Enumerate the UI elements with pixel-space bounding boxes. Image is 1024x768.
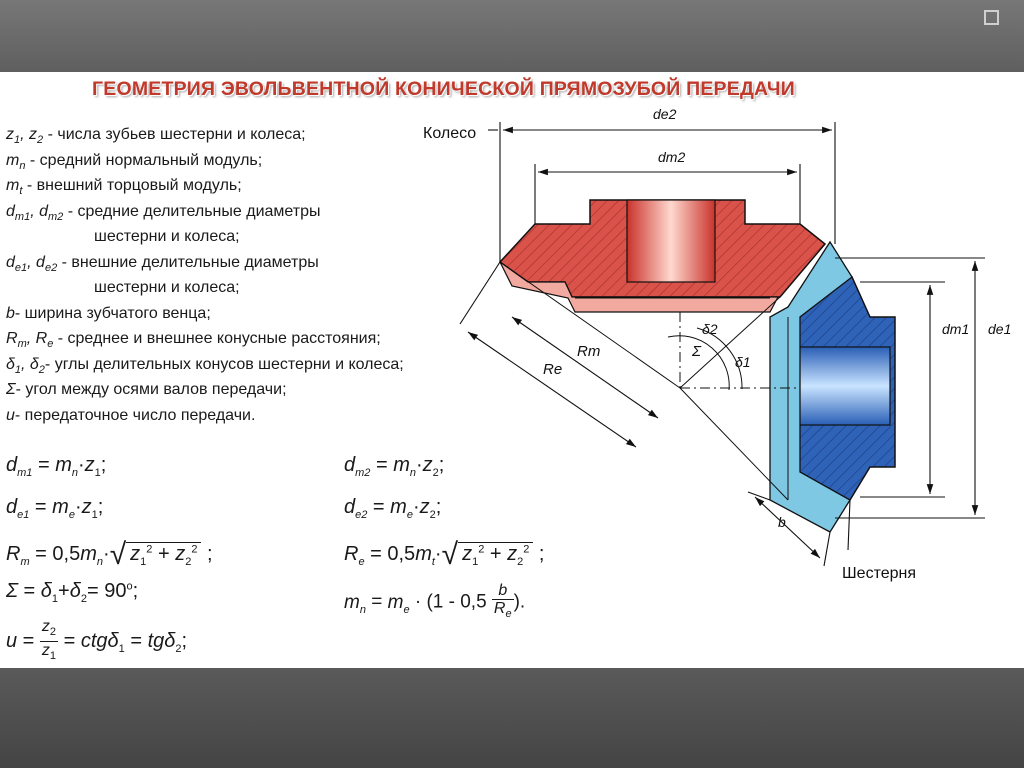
frame-bottom — [0, 668, 1024, 768]
def-r: $R_m$, $R_e$ - среднее и внешнее конусные расстояния; — [6, 330, 381, 351]
label-sigma: Σ — [692, 343, 701, 360]
formula-de1: $d_{e1} = m_e\cdot z_1$; — [6, 496, 104, 521]
label-de2: de2 — [653, 106, 677, 122]
def-b: b- ширина зубчатого венца; — [6, 304, 211, 322]
formula-u: $u = z_2$ $z_1 = ctg\delta_1 = tg\delta_2$; — [6, 618, 187, 665]
formula-dm2: $d_{m2} = m_n\cdot z_2$; — [344, 454, 445, 479]
formula-mn: $m_n = m_e \cdot (1 - 0,5 \frac{b}{R_e})$. — [344, 582, 525, 623]
def-de: $d_{e1}$, $d_{e2}$ - внешние делительные диаметры — [6, 253, 319, 274]
formula-rm: $R_m = 0,5m_n\cdot√$ $z_1^2 + z_2^2$ ; — [6, 538, 213, 571]
def-de-cont: шестерни и колеса; — [94, 279, 240, 296]
wheel-label: Колесо — [423, 125, 477, 142]
label-de1: de1 — [988, 321, 1012, 337]
def-dm-cont: шестерни и колеса; — [94, 228, 240, 245]
def-dm: $d_{m1}$, $d_{m2}$ - средние делительные диаметры — [6, 202, 321, 223]
def-delta: $\delta_1$, $\delta_2-$ углы делительных конусов шестерни и колеса; — [6, 355, 404, 376]
wheel-gear — [500, 200, 825, 312]
def-mt: $m_t$ - внешний торцовый модуль; — [6, 177, 242, 198]
def-mn: $m_n$ - средний нормальный модуль; — [6, 151, 263, 172]
label-dm1: dm1 — [942, 321, 970, 337]
formula-de2: $d_{e2} = m_e\cdot z_2$; — [344, 496, 442, 521]
label-b: b — [778, 514, 786, 530]
slide — [0, 72, 1024, 668]
pinion-label: Шестерня — [842, 565, 917, 582]
def-z: $z_1$, $z_2$ - числа зубьев шестерни и колеса; — [6, 126, 306, 147]
dimension-lines — [460, 122, 985, 566]
page-title: ГЕОМЕТРИЯ ЭВОЛЬВЕНТНОЙ КОНИЧЕСКОЙ ПРЯМОЗУБОЙ ПЕРЕДАЧИ — [92, 78, 795, 100]
label-re: Re — [543, 361, 563, 378]
label-dm2: dm2 — [658, 149, 686, 165]
bevel-gear-diagram — [0, 72, 1024, 668]
def-u: u- передаточное число передачи. — [6, 406, 256, 424]
formula-re: $R_e = 0,5m_t\cdot√$ $z_1^2 + z_2^2$ ; — [344, 538, 545, 571]
label-rm: Rm — [577, 343, 601, 360]
formula-sigma: $\Sigma = \delta_1+\delta_2= 90^o$; — [6, 580, 139, 605]
square-icon — [984, 10, 999, 25]
frame-top — [0, 0, 1024, 72]
label-delta1: δ1 — [735, 354, 751, 370]
label-delta2: δ2 — [702, 321, 718, 337]
formula-dm1: $d_{m1} = m_n\cdot z_1$; — [6, 454, 107, 479]
def-sigma: Σ- угол между осями валов передачи; — [6, 381, 287, 398]
